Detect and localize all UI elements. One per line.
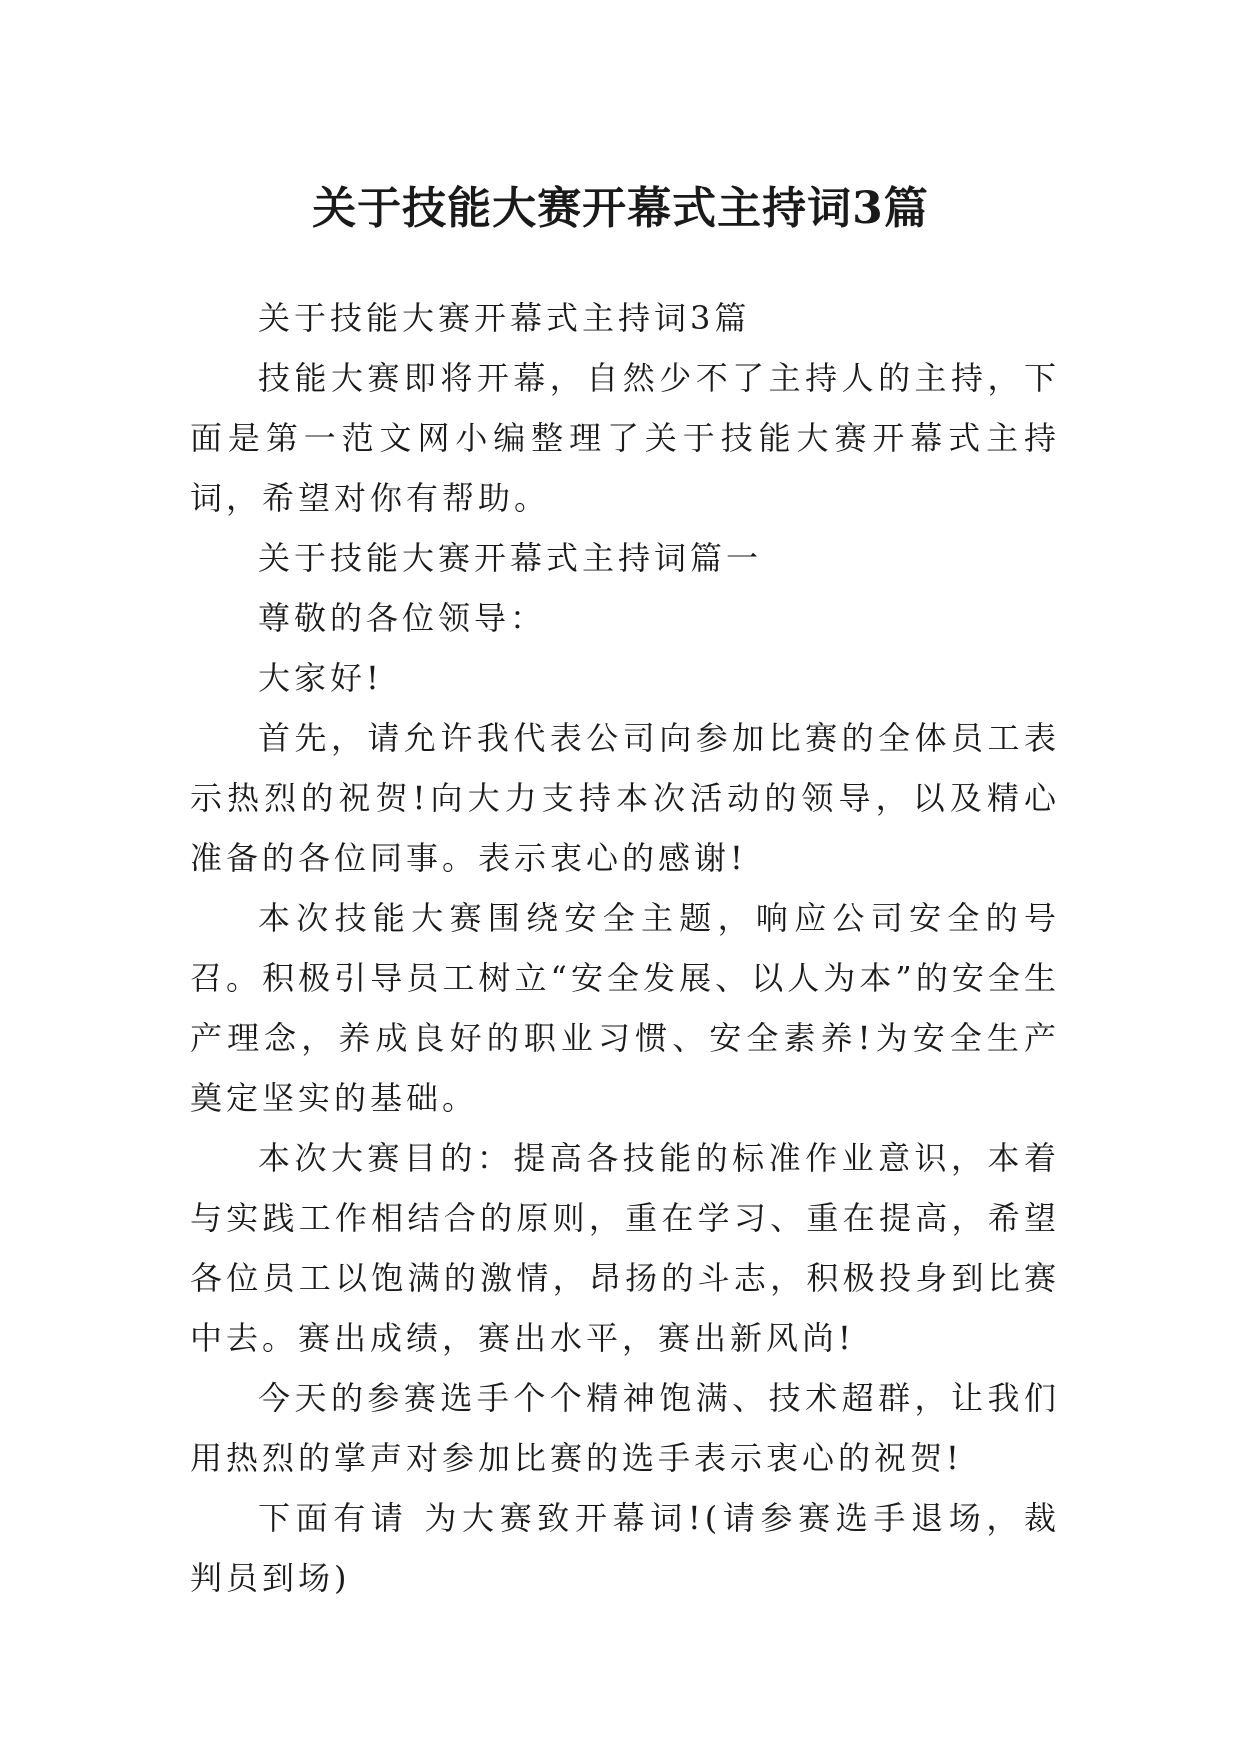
paragraph-intro: 技能大赛即将开幕，自然少不了主持人的主持，下面是第一范文网小编整理了关于技能大赛开幕式主持词，希望对你有帮助。 bbox=[190, 359, 1060, 517]
paragraph-heading-repeat: 关于技能大赛开幕式主持词3篇 bbox=[258, 299, 751, 337]
paragraph-theme: 本次技能大赛围绕安全主题，响应公司安全的号召。积极引导员工树立“安全发展、以人为本”的安全生产理念，养成良好的职业习惯、安全素养!为安全生产奠定坚实的基础。 bbox=[190, 899, 1060, 1117]
paragraph-thanks: 首先，请允许我代表公司向参加比赛的全体员工表示热烈的祝贺!向大力支持本次活动的领导，以及精心准备的各位同事。表示衷心的感谢! bbox=[190, 719, 1060, 877]
paragraph-purpose: 本次大赛目的：提高各技能的标准作业意识，本着与实践工作相结合的原则，重在学习、重在提高，希望各位员工以饱满的激情，昂扬的斗志，积极投身到比赛中去。赛出成绩，赛出水平，赛出新风尚! bbox=[190, 1139, 1060, 1357]
document-body bbox=[190, 288, 1060, 1608]
paragraph-applause: 今天的参赛选手个个精神饱满、技术超群，让我们用热烈的掌声对参加比赛的选手表示衷心的祝贺! bbox=[190, 1379, 1060, 1477]
paragraph-greeting: 大家好! bbox=[258, 659, 383, 697]
paragraph-salutation: 尊敬的各位领导： bbox=[258, 599, 547, 637]
paragraph-section-title: 关于技能大赛开幕式主持词篇一 bbox=[258, 539, 763, 577]
paragraph-invitation: 下面有请 为大赛致开幕词!(请参赛选手退场，裁判员到场) bbox=[190, 1499, 1060, 1597]
document-title: 关于技能大赛开幕式主持词3篇 bbox=[312, 183, 929, 235]
